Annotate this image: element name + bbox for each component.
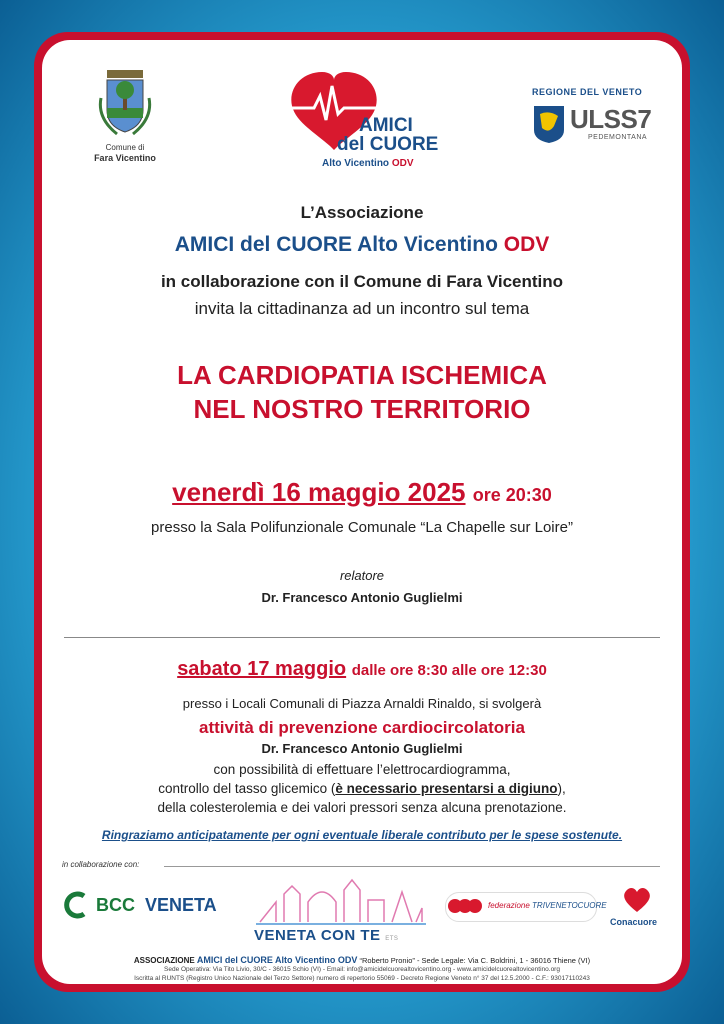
footer-line1 (42, 955, 682, 965)
footer-line2: Sede Operativa: Via Tito Livio, 30/C - 36015 Schio (VI) - Email: info@amicidelcuorealtovicentino.org - www.amicidelcuorealtovicentino.org (164, 966, 560, 973)
federazione-name2: TRIVENETOCUORE (532, 901, 607, 910)
amici-logo-sub-text: Alto Vicentino (322, 158, 390, 169)
bcc-logo-icon (62, 890, 92, 920)
footer-association-label: ASSOCIAZIONE (133, 956, 195, 965)
section-divider (64, 637, 660, 638)
event1-speaker: Dr. Francesco Antonio Guglielmi (261, 590, 463, 605)
association-odv: ODV (503, 233, 550, 256)
event2-venue: presso i Locali Comunali di Piazza Arnaldi Rinaldo, si svolgerà (182, 696, 542, 711)
footer-legal-address: “Roberto Pronio” - Sede Legale: Via C. Boldrini, 1 - 36016 Thiene (VI) (359, 956, 591, 965)
event1-speaker-label: relatore (339, 568, 385, 583)
amici-logo-sub (322, 158, 414, 169)
intro-invite-line: invita la cittadinanza ad un incontro sul tema (194, 299, 530, 318)
federazione-text (488, 901, 607, 910)
veneta-con-te-skyline-icon (256, 872, 426, 926)
association-name-text: AMICI del CUORE Alto Vicentino (174, 233, 498, 256)
federazione-name: federazione (488, 901, 530, 910)
veneta-con-te-ets: ETS (385, 936, 399, 942)
amici-logo-line2: del CUORE (337, 134, 439, 155)
footer-line3: Iscritta al RUNTS (Registro Unico Nazionale del Terzo Settore) numero di repertorio 55069 - Decreto Regione Veneto n° 37 del 12.5.2000 - C.F.: 93017110243 (134, 975, 590, 982)
region-label: REGIONE DEL VENETO (532, 87, 643, 97)
intro-collab-line: in collaborazione con il Comune di Fara Vicentino (160, 272, 564, 291)
conacuore-name: Conacuore (610, 917, 658, 927)
event1-time: ore 20:30 (472, 485, 552, 505)
thanks-note: Ringraziamo anticipatamente per ogni eventuale liberale contributo per le spese sostenute. (101, 828, 623, 842)
amici-logo-sub-odv: ODV (391, 158, 414, 169)
topic-line1: LA CARDIOPATIA ISCHEMICA (177, 360, 547, 390)
event2-description (42, 760, 682, 817)
ulss-sub: PEDEMONTANA (588, 134, 648, 141)
collab-label: in collaborazione con: (62, 860, 140, 869)
amici-logo-title (337, 116, 438, 154)
event2-desc2-fasting-note: è necessario presentarsi a digiuno (335, 781, 558, 796)
veneta-con-te-text: VENETA CON TE (254, 927, 381, 944)
topic-title (42, 358, 682, 426)
amici-logo-line1: AMICI (359, 115, 413, 136)
event2-desc1: con possibilità di effettuare l’elettrocardiogramma, (213, 762, 511, 777)
event1-venue: presso la Sala Polifunzionale Comunale “La Chapelle sur Loire” (151, 519, 573, 536)
event2-activity: attività di prevenzione cardiocircolatoria (199, 718, 525, 737)
veneto-lion-shield-icon (532, 104, 566, 144)
comune-name: Fara Vicentino (94, 153, 156, 163)
event1-date: venerdì 16 maggio 2025 (172, 477, 466, 507)
topic-line2: NEL NOSTRO TERRITORIO (193, 394, 531, 424)
event2-desc2 (42, 779, 682, 798)
footer-association-name: AMICI del CUORE Alto Vicentino ODV (196, 955, 358, 965)
bcc-name: BCC (96, 895, 135, 915)
event2-time: dalle ore 8:30 alle ore 12:30 (351, 662, 547, 679)
association-name (42, 233, 682, 257)
collab-divider (164, 866, 660, 867)
bcc-veneta: VENETA (145, 895, 217, 915)
conacuore-heart-icon (622, 886, 652, 914)
event2-desc2-pre: controllo del tasso glicemico ( (158, 781, 336, 796)
bcc-logo-text (96, 895, 217, 916)
event1-datetime (42, 477, 682, 508)
event2-speaker: Dr. Francesco Antonio Guglielmi (261, 741, 463, 756)
event2-desc3: della colesterolemia e dei valori pressori senza alcuna prenotazione. (157, 800, 567, 815)
veneta-con-te-logo (254, 927, 398, 944)
intro-line1: L’Associazione (300, 203, 424, 222)
federazione-hearts-icon (447, 894, 483, 918)
event2-date: sabato 17 maggio (177, 658, 347, 680)
poster-card (42, 40, 682, 984)
comune-logo (80, 68, 170, 164)
event2-datetime (42, 658, 682, 681)
comune-label: Comune di (105, 143, 145, 152)
event2-desc2-post: ), (557, 781, 566, 796)
comune-crest-icon (97, 68, 153, 138)
ulss-name: ULSS7 (570, 104, 652, 134)
